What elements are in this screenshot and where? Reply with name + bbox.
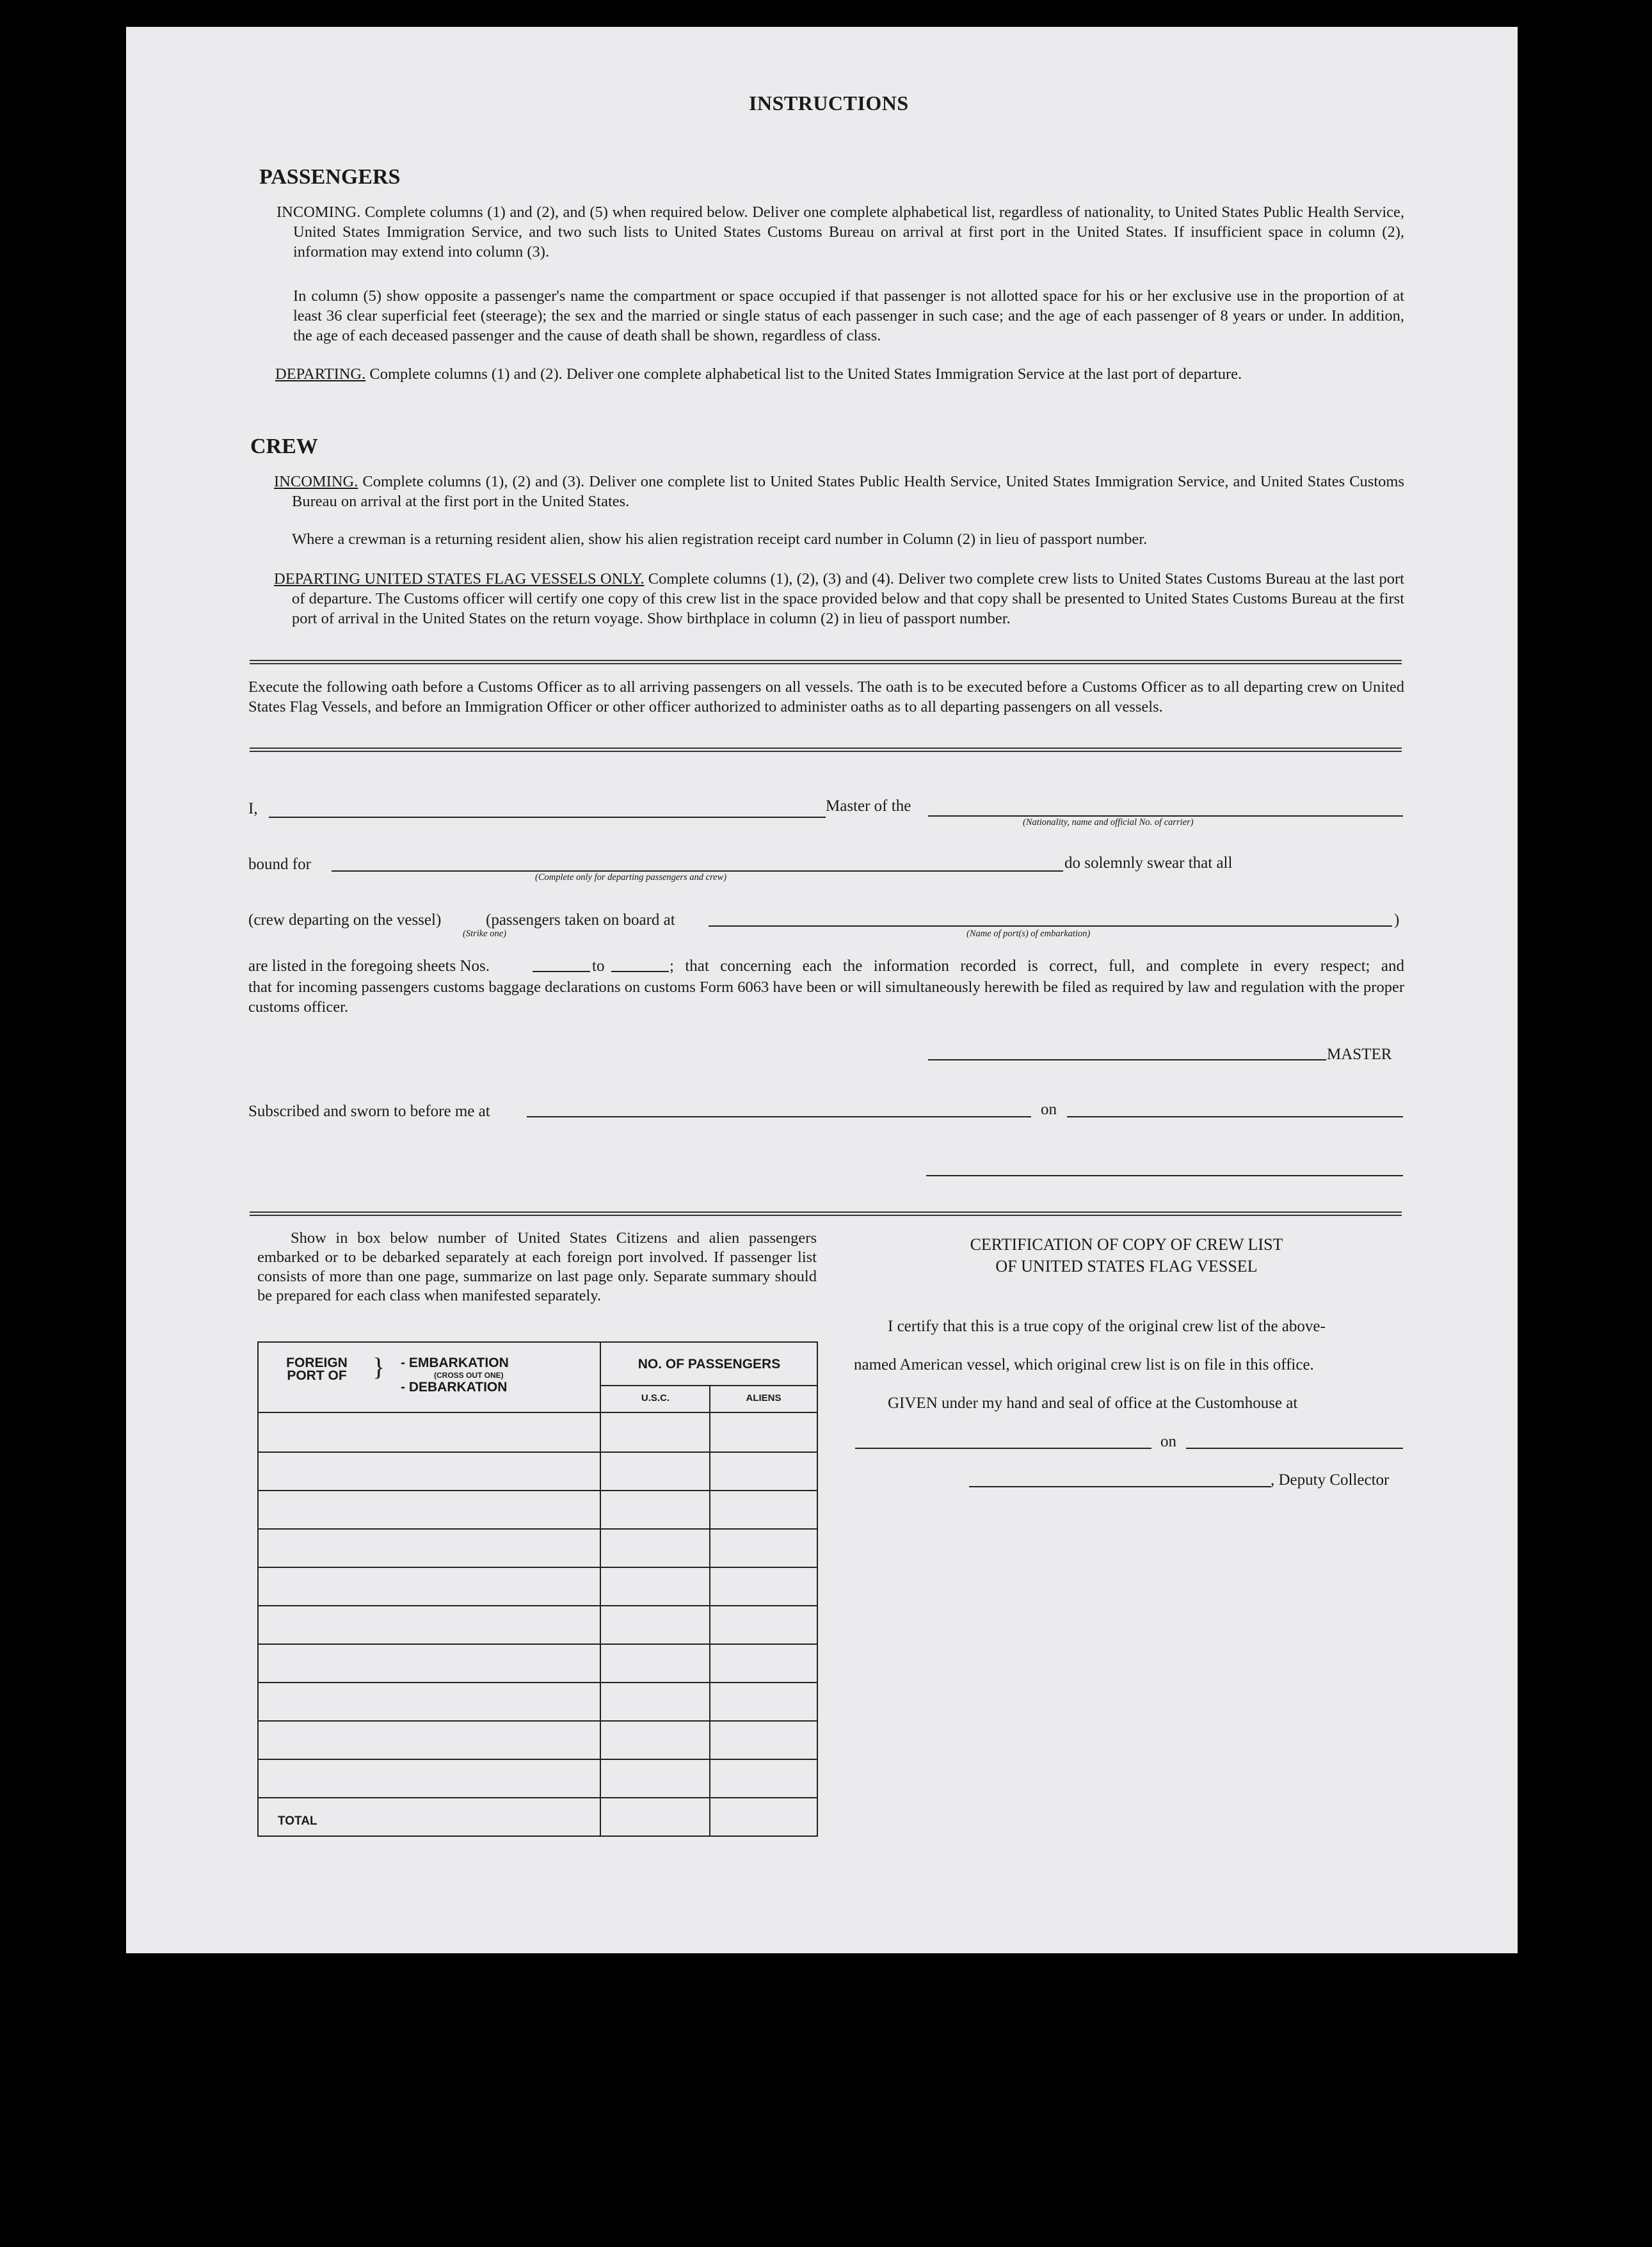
table-row	[259, 1567, 817, 1568]
column-divider	[709, 1386, 710, 1835]
subscribed-date-field[interactable]	[1067, 1116, 1403, 1117]
table-row	[259, 1490, 817, 1491]
strike-one-caption: (Strike one)	[463, 929, 507, 939]
passenger-summary-table	[257, 1341, 818, 1837]
passengers-heading: PASSENGERS	[259, 165, 401, 189]
crew-flag-label: DEPARTING UNITED STATES FLAG VESSELS ONLY.	[274, 570, 645, 588]
passengers-departing-text: Complete columns (1) and (2). Deliver one complete alphabetical list to the United States Immigration Service at the last port of departure.	[369, 365, 1242, 383]
crew-heading: CREW	[250, 435, 318, 458]
passengers-incoming-paragraph	[277, 202, 1404, 262]
passengers-departing-paragraph	[275, 364, 1404, 384]
bound-for-caption: (Complete only for departing passengers and crew)	[535, 872, 727, 883]
table-row	[259, 1643, 817, 1645]
column-divider	[600, 1343, 601, 1835]
listed-rest: ; that concerning each the information recorded is correct, full, and complete in every respect; and	[670, 957, 1404, 975]
total-label: TOTAL	[278, 1814, 317, 1828]
master-signature-field[interactable]	[928, 1059, 1326, 1060]
master-label: MASTER	[1327, 1046, 1392, 1063]
crew-flag-paragraph	[274, 569, 1404, 628]
embarkation-option[interactable]: - EMBARKATION	[401, 1355, 509, 1370]
oath-intro: Execute the following oath before a Customs Officer as to all arriving passengers on all vessels. The oath is to be executed before a Customs Officer as to all departing crew on United States Flag Vessels, and before an Immigration Officer or other officer authorized to administer oaths as to all departing passengers on all vessels.	[248, 678, 1404, 716]
table-row	[259, 1682, 817, 1683]
page-title: INSTRUCTIONS	[749, 92, 909, 115]
table-row	[259, 1528, 817, 1530]
port-of-embarkation-field[interactable]	[709, 925, 1392, 927]
master-name-field[interactable]	[269, 817, 826, 818]
officer-signature-field[interactable]	[926, 1175, 1403, 1176]
divider	[250, 660, 1402, 664]
crew-incoming-label: INCOMING.	[274, 473, 358, 490]
certify-line2: named American vessel, which original crew list is on file in this office.	[854, 1356, 1314, 1373]
passengers-departing-label: DEPARTING.	[275, 365, 366, 383]
crew-departing-option[interactable]: (crew departing on the vessel)	[248, 911, 442, 929]
certification-on-label: on	[1160, 1433, 1176, 1450]
master-of-the-label: Master of the	[826, 797, 911, 815]
subscribed-on-label: on	[1041, 1101, 1057, 1118]
close-paren: )	[1394, 911, 1400, 929]
divider	[250, 1211, 1402, 1216]
oath-i-label: I,	[248, 800, 258, 817]
table-row	[259, 1605, 817, 1606]
passengers-taken-option[interactable]: (passengers taken on board at	[486, 911, 675, 929]
port-caption: (Name of port(s) of embarkation)	[966, 929, 1091, 939]
crew-incoming-paragraph	[274, 472, 1404, 511]
aliens-header: ALIENS	[746, 1393, 782, 1403]
bound-for-field[interactable]	[332, 870, 1063, 872]
certify-line1: I certify that this is a true copy of the original crew list of the above-	[888, 1318, 1326, 1335]
usc-header: U.S.C.	[641, 1393, 670, 1403]
table-row	[259, 1797, 817, 1798]
summary-instructions: Show in box below number of United States Citizens and alien passengers embarked or to be debarked separately at each foreign port involved. If passenger list consists of more than one page, summarize on last page only. Separate summary should be prepared for each class when manifested separately.	[257, 1229, 817, 1304]
subscribed-label: Subscribed and sworn to before me at	[248, 1103, 490, 1120]
table-row	[259, 1720, 817, 1722]
sheet-to-field[interactable]	[611, 971, 669, 972]
passengers-column5-paragraph: In column (5) show opposite a passenger's name the compartment or space occupied if that passenger is not allotted space for his or her exclusive use in the proportion of at least 36 clear superficial feet (steerage); the sex and the married or single status of each passenger in such case; and the age of each passenger of 8 years or under. In addition, the age of each deceased passenger and the cause of death shall be shown, regardless of class.	[293, 287, 1404, 344]
listed-start: are listed in the foregoing sheets Nos.	[248, 957, 490, 975]
passengers-incoming-label: INCOMING.	[277, 204, 361, 221]
cross-out-note: (CROSS OUT ONE)	[434, 1371, 504, 1380]
given-text: GIVEN under my hand and seal of office at the Customhouse at	[888, 1395, 1298, 1412]
certification-heading-line1: CERTIFICATION OF COPY OF CREW LIST	[970, 1235, 1283, 1254]
certification-heading-line2: OF UNITED STATES FLAG VESSEL	[995, 1257, 1258, 1275]
carrier-caption: (Nationality, name and official No. of carrier)	[1023, 817, 1194, 828]
crew-flag-text: Complete columns (1), (2), (3) and (4). Deliver two complete crew lists to United States Customs Bureau at the last port of departure. The Customs officer will certify one copy of this crew list in the space provided below and that copy shall be presented to United States Customs Bureau at the first port of arrival in the United States on the return voyage. Show birthplace in column (2) in lieu of passport number.	[292, 570, 1404, 627]
crew-resident-text: Where a crewman is a returning resident alien, show his alien registration receipt card number in Column (2) in lieu of passport number.	[292, 531, 1148, 548]
crew-incoming-text: Complete columns (1), (2) and (3). Deliver one complete list to United States Public Health Service, United States Immigration Service, and United States Customs Bureau on arrival at the first port in the United States.	[292, 473, 1404, 510]
deputy-collector-label: , Deputy Collector	[1271, 1471, 1390, 1489]
baggage-text: that for incoming passengers customs baggage declarations on customs Form 6063 have been or will simultaneously herewith be filed as required by law and regulation with the proper customs officer.	[248, 979, 1404, 1016]
debarkation-option[interactable]: - DEBARKATION	[401, 1380, 508, 1395]
divider	[250, 748, 1402, 752]
customhouse-field[interactable]	[855, 1448, 1151, 1449]
header-divider	[600, 1385, 817, 1386]
no-of-passengers-header: NO. OF PASSENGERS	[638, 1357, 781, 1371]
certification-date-field[interactable]	[1186, 1448, 1403, 1449]
sheet-from-field[interactable]	[533, 971, 590, 972]
deputy-collector-signature-field[interactable]	[969, 1486, 1271, 1487]
to-label: to	[592, 957, 605, 975]
table-row	[259, 1759, 817, 1760]
table-row	[259, 1412, 817, 1413]
passengers-incoming-text: Complete columns (1) and (2), and (5) when required below. Deliver one complete alphabetical list, regardless of nationality, to United States Public Health Service, United States Immigration Service, and two such lists to United States Customs Bureau on arrival at first port in the United States. If insufficient space in column (2), information may extend into column (3).	[293, 204, 1405, 260]
bound-for-label: bound for	[248, 856, 311, 873]
brace-icon: }	[373, 1352, 385, 1381]
table-row	[259, 1451, 817, 1453]
swear-text: do solemnly swear that all	[1064, 854, 1233, 872]
subscribed-place-field[interactable]	[527, 1116, 1031, 1117]
foreign-port-header: FOREIGN PORT OF	[286, 1355, 348, 1383]
carrier-field[interactable]	[928, 815, 1403, 817]
